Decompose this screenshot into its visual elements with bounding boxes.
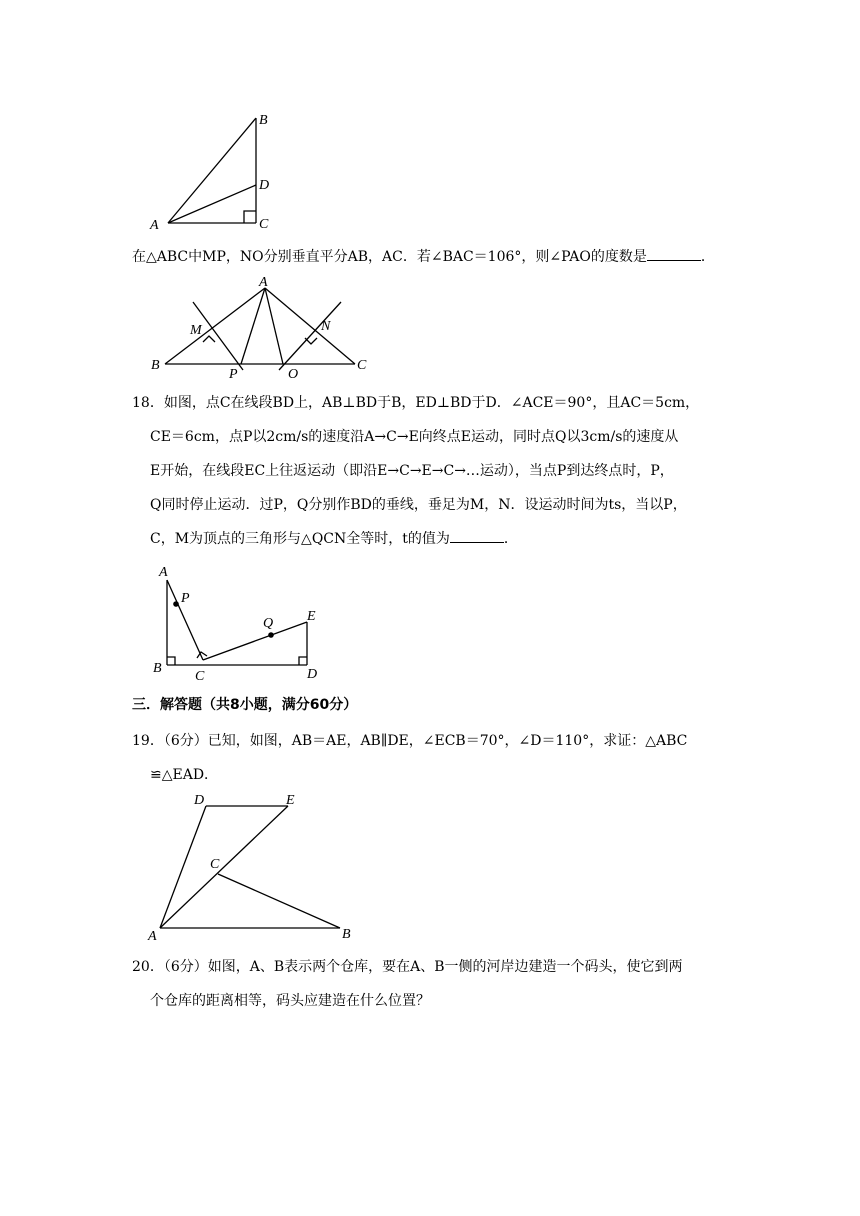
label-a: A <box>150 218 159 233</box>
label-d: D <box>259 178 270 193</box>
question-19-line-2: ≌△EAD． <box>150 767 219 783</box>
question-18 <box>132 386 732 556</box>
label-a: A <box>259 275 268 290</box>
label-b: B <box>342 927 351 942</box>
question-18-tail: ． <box>503 531 518 547</box>
label-c: C <box>195 669 205 684</box>
figure-moving-points <box>145 560 345 685</box>
question-17-text: 在△ABC中MP，NO分别垂直平分AB，AC．若∠BAC＝106°，则∠PAO的度数是 <box>132 249 647 265</box>
figure-congruent-triangles <box>140 788 370 948</box>
label-d: D <box>194 793 205 808</box>
label-p: P <box>181 591 190 606</box>
question-18-line-5: C，M为顶点的三角形与△QCN全等时，t的值为 <box>150 531 450 547</box>
label-b: B <box>153 661 162 676</box>
label-c: C <box>210 857 220 872</box>
question-18-line-2: CE＝6cm，点P以2cm/s的速度沿A→C→E向终点E运动，同时点Q以3cm/s的速度从 <box>150 429 679 445</box>
figure-perpendicular-bisectors <box>145 274 385 384</box>
question-19-line-1: 19．（6分）已知，如图，AB＝AE，AB∥DE，∠ECB＝70°，∠D＝110°，求证：△ABC <box>132 733 688 749</box>
figure-triangle-abd <box>140 108 290 233</box>
label-d: D <box>307 667 318 682</box>
question-17-tail: ． <box>700 249 715 265</box>
label-p: P <box>229 367 238 382</box>
label-n: N <box>321 319 331 334</box>
point-p <box>173 601 179 607</box>
question-18-line-3: E开始，在线段EC上往返运动（即沿E→C→E→C→…运动），当点P到达终点时，P， <box>150 463 674 479</box>
question-20-line-2: 个仓库的距离相等，码头应建造在什么位置？ <box>150 993 430 1009</box>
label-e: E <box>307 609 316 624</box>
label-c: C <box>259 217 269 232</box>
label-m: M <box>190 323 202 338</box>
question-19 <box>132 724 732 792</box>
question-18-line-1: 18．如图，点C在线段BD上，AB⊥BD于B，ED⊥BD于D．∠ACE＝90°，且AC＝5cm， <box>132 395 700 411</box>
label-a: A <box>148 929 157 944</box>
answer-blank-17[interactable] <box>647 246 701 261</box>
section-heading: 三．解答题（共8小题，满分60分） <box>132 697 358 713</box>
question-20-line-1: 20．（6分）如图，A、B表示两个仓库，要在A、B一侧的河岸边建造一个码头，使它到两 <box>132 959 683 975</box>
question-20 <box>132 950 732 1018</box>
question-18-line-5-wrap <box>132 522 732 556</box>
answer-blank-18[interactable] <box>450 528 504 543</box>
label-b: B <box>259 113 268 128</box>
label-o: O <box>288 367 299 382</box>
label-e: E <box>286 793 295 808</box>
label-c: C <box>357 358 367 373</box>
point-q <box>268 632 274 638</box>
label-q: Q <box>263 616 274 631</box>
label-a: A <box>159 565 168 580</box>
question-17 <box>132 244 715 270</box>
label-b: B <box>151 358 160 373</box>
question-18-line-4: Q同时停止运动．过P，Q分别作BD的垂线，垂足为M，N．设运动时间为ts，当以P， <box>150 497 687 513</box>
